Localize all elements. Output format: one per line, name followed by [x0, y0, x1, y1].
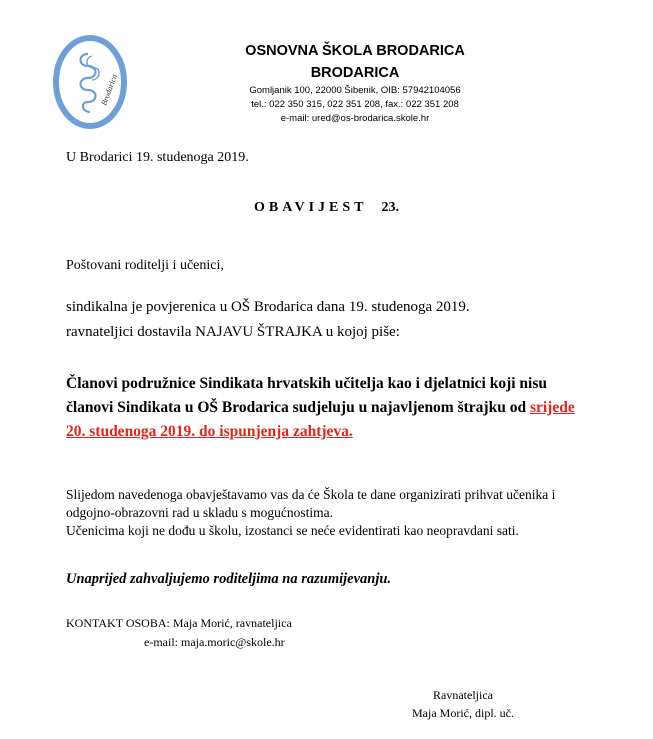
- notice-title: [0, 200, 653, 216]
- info-paragraph: [66, 486, 586, 540]
- strike-date-highlight: srijede 20. studenoga 2019. do ispunjenja zahtjeva.: [66, 399, 575, 440]
- strike-announcement: [66, 372, 586, 444]
- signature-role: Ravnateljica: [433, 688, 493, 702]
- school-email: e-mail: ured@os-brodarica.skole.hr: [280, 113, 430, 124]
- intro-line-1: sindikalna je povjerenica u OŠ Brodarica dana 19. studenoga 2019.: [66, 299, 470, 315]
- notice-title-text: OBAVIJEST: [253, 200, 368, 215]
- contact-block: [66, 614, 292, 652]
- info-para-2: Učenicima koji ne dođu u školu, izostanci se neće evidentirati kao neopravdani sati.: [66, 523, 519, 538]
- school-name: OSNOVNA ŠKOLA BRODARICA: [245, 43, 465, 59]
- intro-line-2: ravnateljici dostavila NAJAVU ŠTRAJKA u kojoj piše:: [66, 324, 400, 340]
- intro-paragraph: [66, 295, 586, 345]
- notice-number: 23.: [381, 200, 400, 215]
- date-line: U Brodarici 19. studenoga 2019.: [66, 150, 249, 165]
- school-logo-icon: [48, 32, 132, 132]
- school-place: BRODARICA: [310, 65, 400, 81]
- info-para-1: Slijedom navedenoga obavještavamo vas da će Škola te dane organizirati prihvat učenika i odgojno-obrazovni rad u skladu s mogućnostima.: [66, 487, 556, 520]
- greeting: Poštovani roditelji i učenici,: [66, 258, 224, 273]
- logo-text: Brodarica: [99, 72, 120, 107]
- school-header: [160, 40, 550, 126]
- contact-email: e-mail: maja.moric@skole.hr: [144, 635, 285, 649]
- strike-text: Članovi podružnice Sindikata hrvatskih učitelja kao i djelatnici koji nisu članovi Sindikata u OŠ Brodarica sudjeluju u najavljenom štrajku od: [66, 375, 548, 416]
- signature-name: Maja Morić, dipl. uč.: [412, 706, 514, 720]
- school-address: Gomljanik 100, 22000 Šibenik, OIB: 57942104056: [249, 85, 461, 96]
- thanks-line: Unaprijed zahvaljujemo roditeljima na razumijevanju.: [66, 571, 392, 587]
- school-phones: tel.: 022 350 315, 022 351 208, fax.: 022 351 208: [251, 99, 459, 110]
- signature-block: [388, 686, 538, 722]
- contact-person: KONTAKT OSOBA: Maja Morić, ravnateljica: [66, 616, 292, 630]
